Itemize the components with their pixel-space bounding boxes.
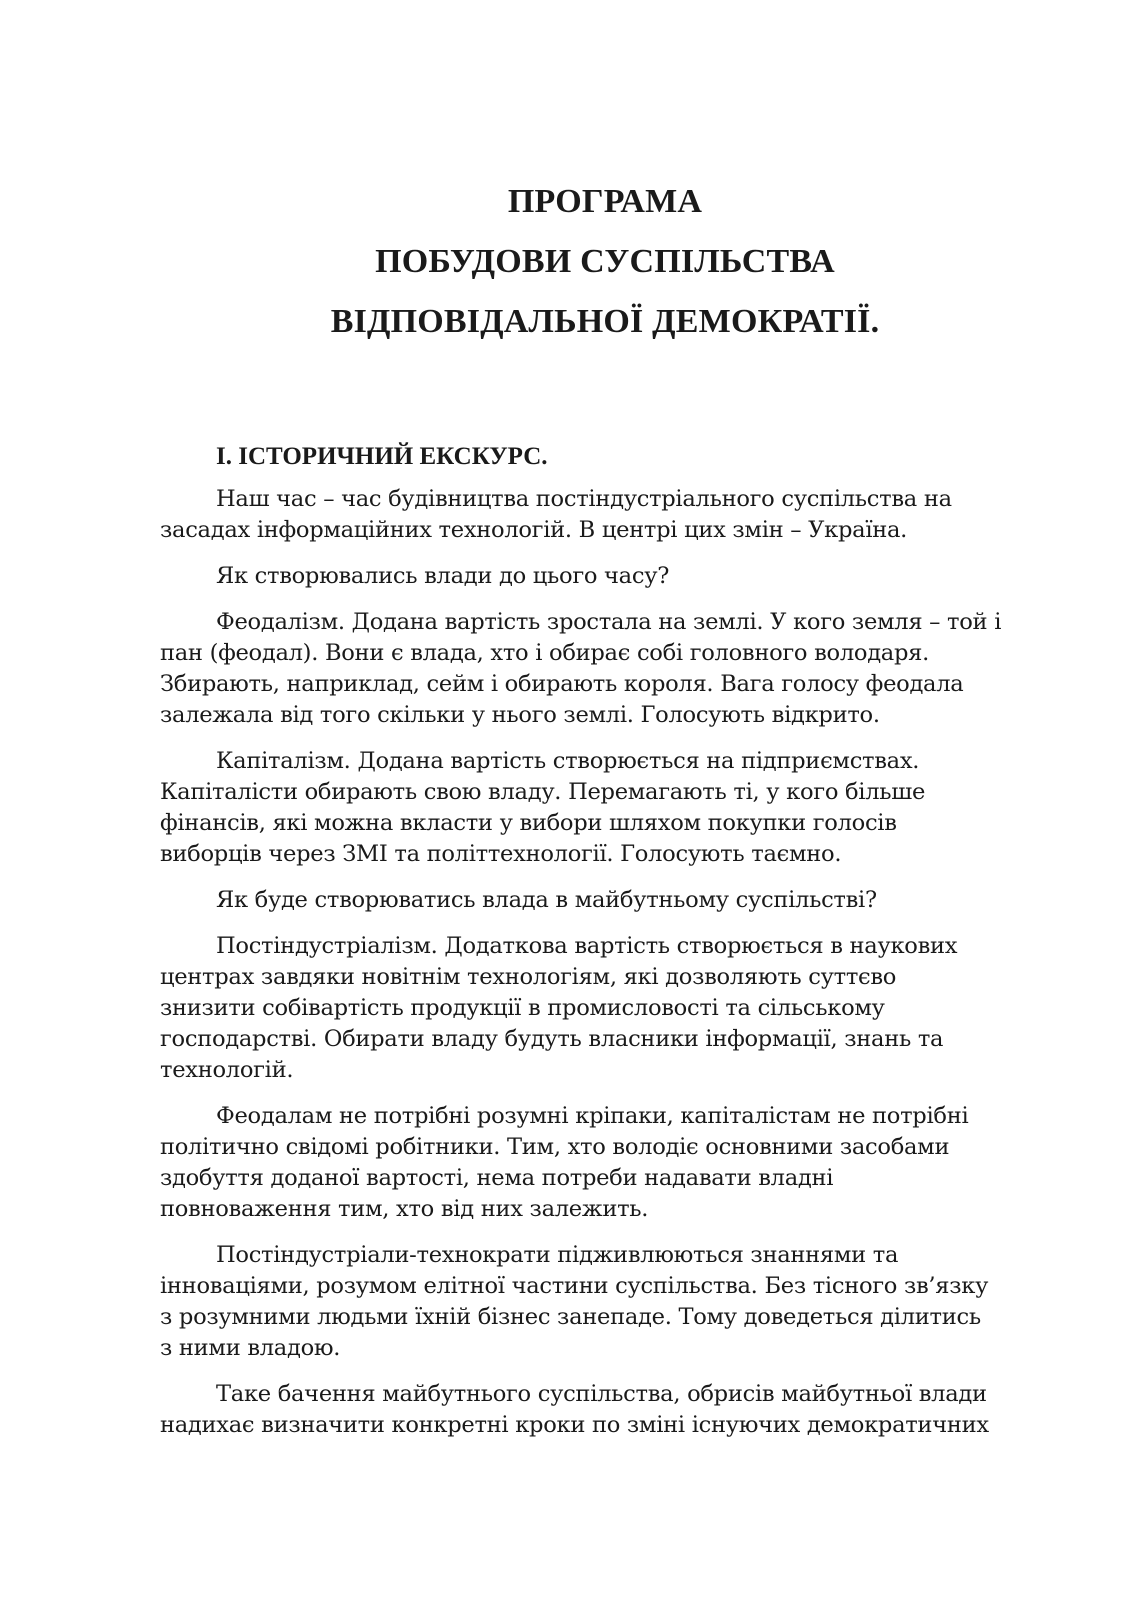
document-body	[160, 484, 1040, 1456]
paragraph-line: Капіталісти обирають свою владу. Перемагають ті, у кого більше	[160, 779, 926, 805]
title-line-1: ПРОГРАМА	[507, 183, 703, 220]
title-line-2: ПОБУДОВИ СУСПІЛЬСТВА	[375, 243, 835, 280]
paragraph-5	[160, 885, 1040, 916]
paragraph-line: політично свідомі робітники. Тим, хто володіє основними засобами	[160, 1134, 950, 1160]
paragraph-8	[160, 1240, 1040, 1364]
paragraph-line: Феодалам не потрібні розумні кріпаки, капіталістам не потрібні	[216, 1103, 969, 1129]
paragraph-4	[160, 746, 1040, 870]
document-title	[160, 172, 1050, 352]
paragraph-line: господарстві. Обирати владу будуть власники інформації, знань та	[160, 1026, 944, 1052]
paragraph-1	[160, 484, 1040, 546]
title-line-3: ВІДПОВІДАЛЬНОЇ ДЕМОКРАТІЇ.	[330, 303, 880, 340]
paragraph-line: Таке бачення майбутнього суспільства, обрисів майбутньої влади	[216, 1381, 987, 1407]
paragraph-line: повноваження тим, хто від них залежить.	[160, 1196, 649, 1222]
paragraph-line: Феодалізм. Додана вартість зростала на землі. У кого земля – той і	[216, 609, 1002, 635]
paragraph-line: центрах завдяки новітнім технологіям, які дозволяють суттєво	[160, 964, 897, 990]
paragraph-line: інноваціями, розумом елітної частини суспільства. Без тісного зв’язку	[160, 1273, 989, 1299]
paragraph-line: Капіталізм. Додана вартість створюється на підприємствах.	[216, 748, 920, 774]
paragraph-6	[160, 931, 1040, 1086]
paragraph-line: з ними владою.	[160, 1335, 341, 1361]
paragraph-line: виборців через ЗМІ та політтехнології. Голосують таємно.	[160, 841, 842, 867]
paragraph-line: Як створювались влади до цього часу?	[216, 563, 670, 589]
paragraph-line: Збирають, наприклад, сейм і обирають короля. Вага голосу феодала	[160, 671, 964, 697]
paragraph-line: Постіндустріали-технократи підживлюються знаннями та	[216, 1242, 899, 1268]
paragraph-3	[160, 607, 1040, 731]
paragraph-line: Наш час – час будівництва постіндустріального суспільства на	[216, 486, 952, 512]
paragraph-line: фінансів, які можна вкласти у вибори шляхом покупки голосів	[160, 810, 897, 836]
paragraph-9	[160, 1379, 1040, 1441]
paragraph-line: Постіндустріалізм. Додаткова вартість створюється в наукових	[216, 933, 958, 959]
paragraph-line: здобуття доданої вартості, нема потреби надавати владні	[160, 1165, 834, 1191]
paragraph-line: засадах інформаційних технологій. В центрі цих змін – Україна.	[160, 517, 908, 543]
paragraph-line: знизити собівартість продукції в промисловості та сільському	[160, 995, 885, 1021]
paragraph-line: залежала від того скільки у нього землі. Голосують відкрито.	[160, 702, 880, 728]
paragraph-line: технологій.	[160, 1057, 294, 1083]
paragraph-line: Як буде створюватись влада в майбутньому суспільстві?	[216, 887, 877, 913]
paragraph-line: з розумними людьми їхній бізнес занепаде. Тому доведеться ділитись	[160, 1304, 981, 1330]
paragraph-line: надихає визначити конкретні кроки по зміні існуючих демократичних	[160, 1412, 989, 1438]
section-heading: I. ІСТОРИЧНИЙ ЕКСКУРС.	[216, 443, 548, 470]
paragraph-2	[160, 561, 1040, 592]
paragraph-7	[160, 1101, 1040, 1225]
paragraph-line: пан (феодал). Вони є влада, хто і обирає собі головного володаря.	[160, 640, 929, 666]
